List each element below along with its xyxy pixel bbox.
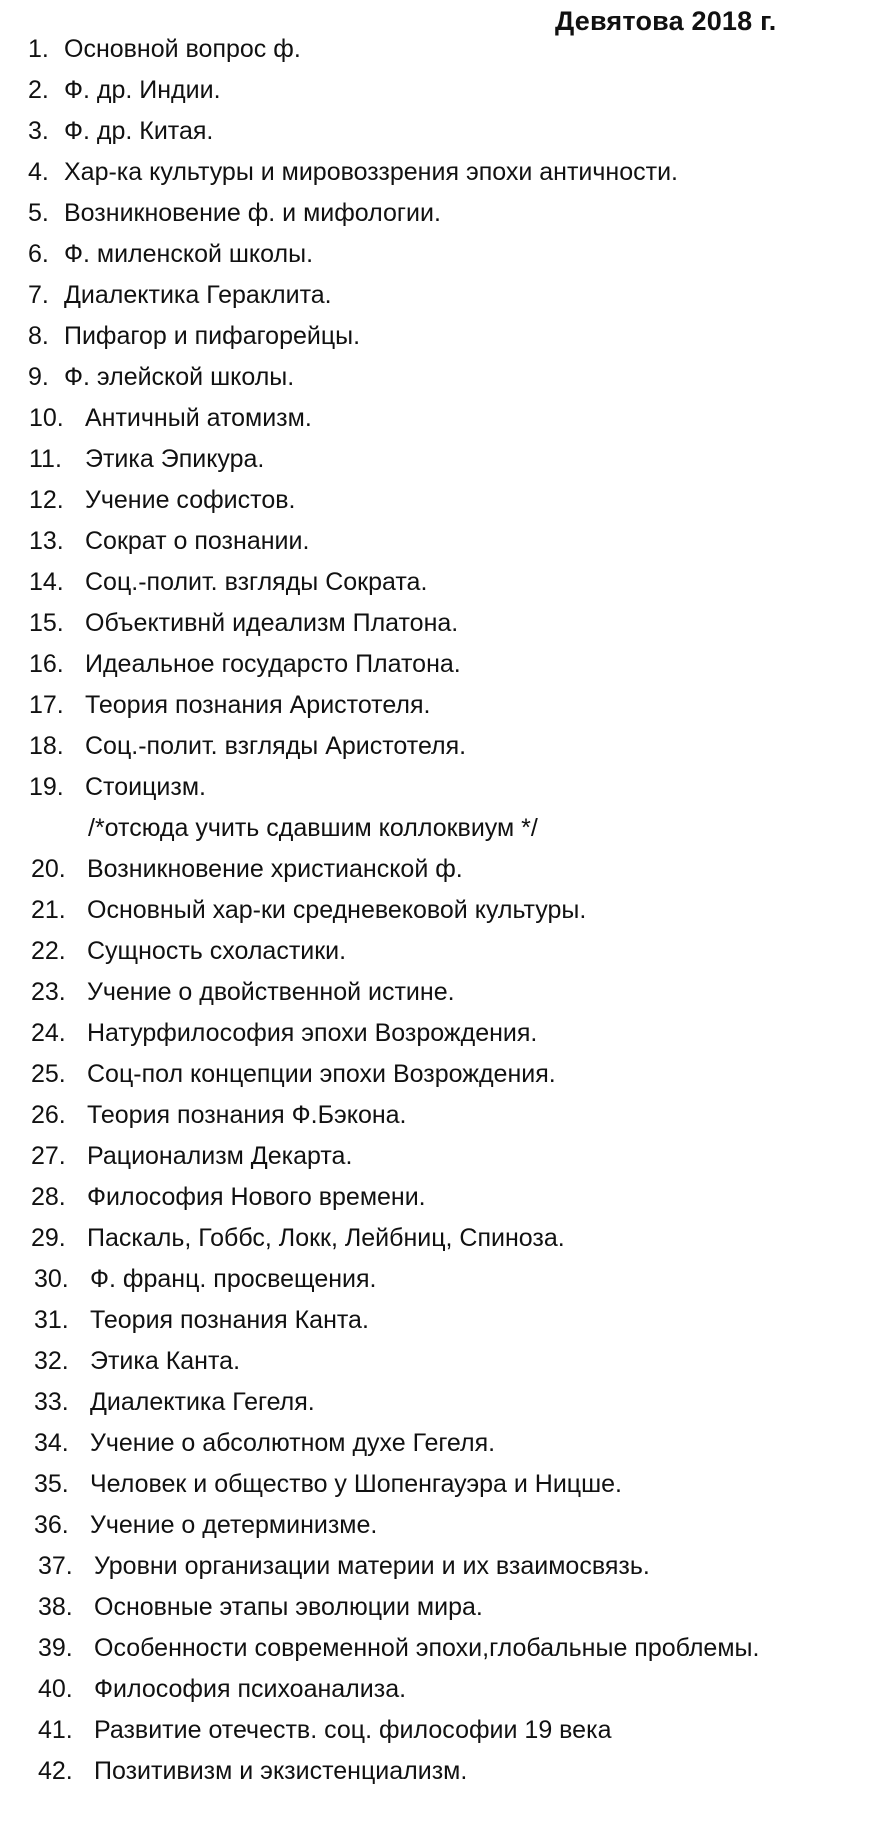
item-number: 12.: [29, 486, 64, 514]
item-text: Уровни организации материи и их взаимосвязь.: [94, 1552, 650, 1580]
item-text: Теория познания Ф.Бэкона.: [87, 1101, 407, 1129]
list-item: [28, 1177, 878, 1218]
item-number: 32.: [34, 1347, 69, 1375]
item-number: 37.: [38, 1552, 73, 1580]
item-text: Учение софистов.: [85, 486, 296, 514]
item-text: Развитие отечеств. соц. философии 19 века: [94, 1716, 612, 1744]
item-number: 38.: [38, 1593, 73, 1621]
item-text: Человек и общество у Шопенгауэра и Ницше.: [90, 1470, 623, 1498]
item-number: 27.: [31, 1142, 66, 1170]
item-text: Теория познания Аристотеля.: [85, 691, 431, 719]
item-text: Соц.-полит. взгляды Аристотеля.: [85, 732, 467, 760]
item-number: 6.: [28, 240, 49, 268]
item-text: Позитивизм и экзистенциализм.: [94, 1757, 468, 1785]
item-number: 4.: [28, 158, 49, 186]
item-number: 15.: [29, 609, 64, 637]
item-number: 19.: [29, 773, 64, 801]
list-item: [28, 1218, 878, 1259]
item-text: Учение о абсолютном духе Гегеля.: [90, 1429, 496, 1457]
list-item: [28, 70, 878, 111]
item-text: Натурфилософия эпохи Возрождения.: [87, 1019, 538, 1047]
question-list: [28, 29, 878, 1792]
list-item: [28, 1464, 878, 1505]
list-item: [28, 1628, 878, 1669]
item-text: Философия психоанализа.: [94, 1675, 407, 1703]
item-text: Возникновение ф. и мифологии.: [64, 199, 441, 227]
item-number: 25.: [31, 1060, 66, 1088]
item-text: Сократ о познании.: [85, 527, 310, 555]
list-item: [28, 562, 878, 603]
item-number: 21.: [31, 896, 66, 924]
item-number: 17.: [29, 691, 64, 719]
item-number: 14.: [29, 568, 64, 596]
list-item: [28, 275, 878, 316]
item-text: Учение о двойственной истине.: [87, 978, 455, 1006]
list-item: [28, 1382, 878, 1423]
list-item: [28, 521, 878, 562]
item-text: Основный хар-ки средневековой культуры.: [87, 896, 587, 924]
item-number: 34.: [34, 1429, 69, 1457]
item-number: 23.: [31, 978, 66, 1006]
item-text: Этика Эпикура.: [85, 445, 265, 473]
item-number: 24.: [31, 1019, 66, 1047]
item-number: 39.: [38, 1634, 73, 1662]
item-number: 42.: [38, 1757, 73, 1785]
list-item: [28, 1710, 878, 1751]
item-text: Основной вопрос ф.: [64, 35, 301, 63]
item-number: 7.: [28, 281, 49, 309]
item-number: 22.: [31, 937, 66, 965]
item-text: Соц-пол концепции эпохи Возрождения.: [87, 1060, 556, 1088]
item-number: 5.: [28, 199, 49, 227]
item-text: Этика Канта.: [90, 1347, 241, 1375]
list-item: [28, 644, 878, 685]
list-item: [28, 1095, 878, 1136]
item-number: 10.: [29, 404, 64, 432]
list-item: [28, 1300, 878, 1341]
item-number: 28.: [31, 1183, 66, 1211]
item-text: Ф. др. Китая.: [64, 117, 214, 145]
list-item: [28, 152, 878, 193]
item-text: Основные этапы эволюции мира.: [94, 1593, 483, 1621]
item-number: 13.: [29, 527, 64, 555]
item-number: 2.: [28, 76, 49, 104]
item-text: Ф. др. Индии.: [64, 76, 221, 104]
item-text: Диалектика Гегеля.: [90, 1388, 315, 1416]
item-number: 30.: [34, 1265, 69, 1293]
item-number: 26.: [31, 1101, 66, 1129]
list-item: [28, 603, 878, 644]
item-number: 33.: [34, 1388, 69, 1416]
item-text: Стоицизм.: [85, 773, 206, 801]
list-item: [28, 1054, 878, 1095]
list-item: [28, 849, 878, 890]
study-note: /*отсюда учить сдавшим коллоквиум */: [88, 814, 538, 842]
list-item: [28, 1751, 878, 1792]
item-text: Сущность схоластики.: [87, 937, 347, 965]
list-item: [28, 398, 878, 439]
item-text: Античный атомизм.: [85, 404, 312, 432]
item-text: Диалектика Гераклита.: [64, 281, 332, 309]
item-number: 31.: [34, 1306, 69, 1334]
item-text: Возникновение христианской ф.: [87, 855, 463, 883]
item-text: Учение о детерминизме.: [90, 1511, 378, 1539]
item-number: 20.: [31, 855, 66, 883]
list-item: [28, 439, 878, 480]
list-item: [28, 480, 878, 521]
item-text: Паскаль, Гоббс, Локк, Лейбниц, Спиноза.: [87, 1224, 565, 1252]
item-text: Объективнй идеализм Платона.: [85, 609, 459, 637]
item-text: Философия Нового времени.: [87, 1183, 426, 1211]
item-number: 29.: [31, 1224, 66, 1252]
item-text: Ф. франц. просвещения.: [90, 1265, 377, 1293]
item-text: Пифагор и пифагорейцы.: [64, 322, 361, 350]
list-item: [28, 767, 878, 808]
item-number: 11.: [29, 445, 62, 473]
list-item: [28, 931, 878, 972]
item-text: Ф. миленской школы.: [64, 240, 314, 268]
list-item: [28, 1546, 878, 1587]
item-number: 36.: [34, 1511, 69, 1539]
list-item: [28, 1013, 878, 1054]
list-item: [28, 316, 878, 357]
list-item: [28, 726, 878, 767]
item-number: 8.: [28, 322, 49, 350]
item-number: 16.: [29, 650, 64, 678]
item-number: 18.: [29, 732, 64, 760]
list-item: [28, 1669, 878, 1710]
item-text: Идеальное государсто Платона.: [85, 650, 461, 678]
list-item: [28, 972, 878, 1013]
item-number: 9.: [28, 363, 49, 391]
item-number: 35.: [34, 1470, 69, 1498]
list-item: [28, 111, 878, 152]
item-text: Особенности современной эпохи,глобальные проблемы.: [94, 1634, 760, 1662]
item-text: Рационализм Декарта.: [87, 1142, 353, 1170]
list-item: [28, 1505, 878, 1546]
list-item: [28, 1423, 878, 1464]
list-item: [28, 1341, 878, 1382]
list-item: [28, 357, 878, 398]
list-item: [28, 193, 878, 234]
list-item: [28, 29, 878, 70]
list-item: [28, 890, 878, 931]
list-item: [28, 1259, 878, 1300]
item-number: 40.: [38, 1675, 73, 1703]
item-number: 1.: [28, 35, 49, 63]
document-header-title: Девятова 2018 г.: [555, 6, 777, 36]
list-item: [28, 1587, 878, 1628]
item-text: Ф. элейской школы.: [64, 363, 295, 391]
list-item: [28, 685, 878, 726]
list-item: [28, 234, 878, 275]
item-number: 41.: [38, 1716, 73, 1744]
item-number: 3.: [28, 117, 49, 145]
item-text: Хар-ка культуры и мировоззрения эпохи античности.: [64, 158, 678, 186]
item-text: Теория познания Канта.: [90, 1306, 369, 1334]
list-item: [28, 1136, 878, 1177]
item-text: Соц.-полит. взгляды Сократа.: [85, 568, 428, 596]
